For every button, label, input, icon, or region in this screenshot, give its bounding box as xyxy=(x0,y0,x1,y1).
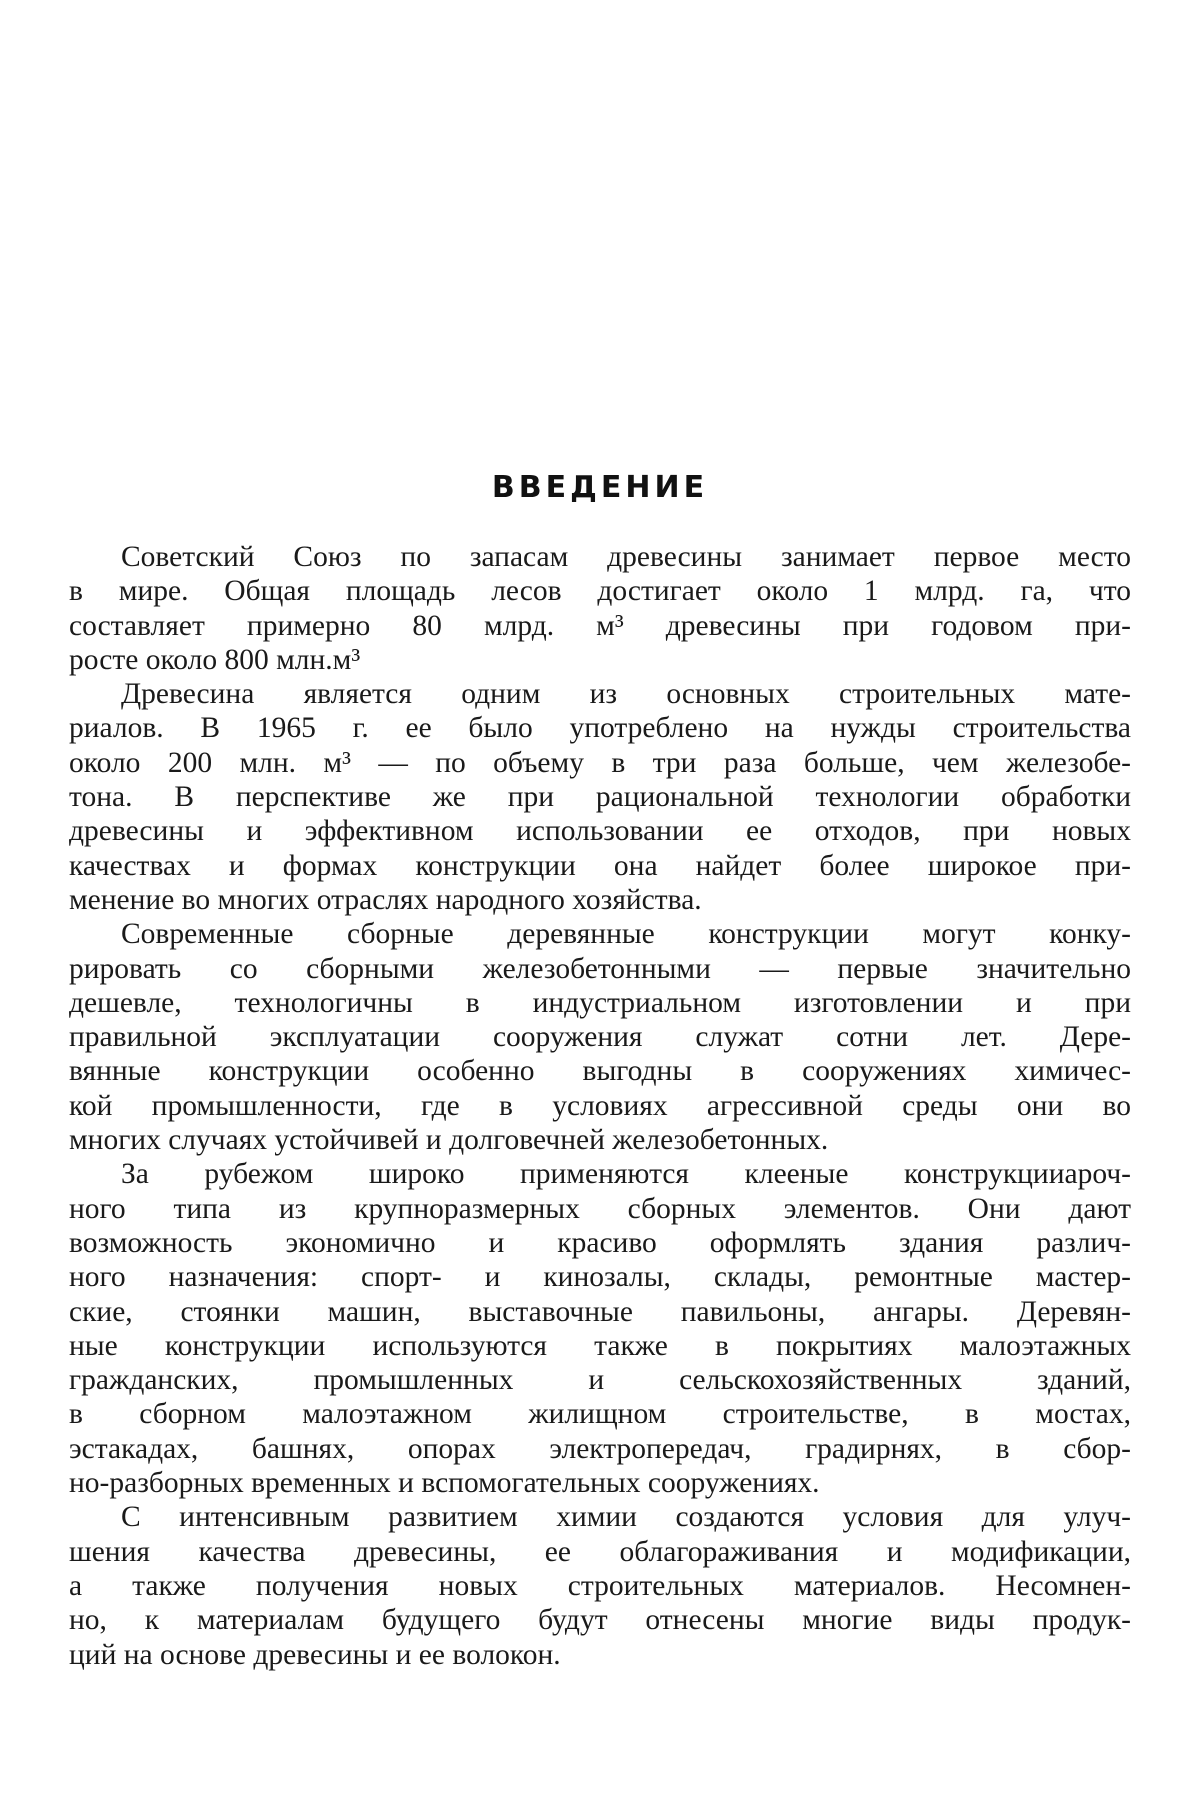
text-line: качествах и формах конструкции она найдет более широкое при- xyxy=(69,849,1131,882)
chapter-heading: ВВЕДЕНИЕ xyxy=(491,470,709,505)
text-line: За рубежом широко применяются клееные конструкцииароч- xyxy=(121,1158,1131,1191)
text-line: ные конструкции используются также в покрытиях малоэтажных xyxy=(69,1329,1131,1362)
text-line: в сборном малоэтажном жилищном строительстве, в мостах, xyxy=(69,1398,1131,1431)
paragraph-1 xyxy=(69,540,1131,677)
text-line: эстакадах, башнях, опорах электропередач, градирнях, в сбор- xyxy=(69,1432,1131,1465)
text-line: тона. В перспективе же при рациональной технологии обработки xyxy=(69,781,1131,814)
text-line: Советский Союз по запасам древесины занимает первое место xyxy=(121,541,1131,573)
paragraph-2 xyxy=(69,677,1131,917)
text-line: шения качества древесины, ее облагораживания и модификации, xyxy=(69,1535,1131,1568)
paragraph-5 xyxy=(69,1500,1131,1671)
paragraph-3 xyxy=(69,917,1131,1157)
text-line: менение во многих отраслях народного хозяйства. xyxy=(69,883,702,916)
text-line: дешевле, технологичны в индустриальном изготовлении и при xyxy=(69,986,1131,1019)
text-line: Древесина является одним из основных строительных мате- xyxy=(121,678,1131,711)
text-line: в мире. Общая площадь лесов достигает около 1 млрд. га, что xyxy=(69,575,1131,608)
text-line: риалов. В 1965 г. ее было употреблено на нужды строительства xyxy=(69,712,1131,745)
text-line: Современные сборные деревянные конструкции могут конку- xyxy=(121,918,1131,951)
text-line: правильной эксплуатации сооружения служат сотни лет. Дере- xyxy=(69,1021,1131,1054)
text-line: около 200 млн. м³ — по объему в три раза больше, чем железобе- xyxy=(69,746,1131,779)
text-line: а также получения новых строительных материалов. Несомнен- xyxy=(69,1569,1131,1602)
text-line: многих случаях устойчивей и долговечней железобетонных. xyxy=(69,1124,829,1157)
text-line: ские, стоянки машин, выставочные павильоны, ангары. Деревян- xyxy=(69,1295,1131,1328)
paragraph-4 xyxy=(69,1157,1131,1500)
text-line: ного типа из крупноразмерных сборных элементов. Они дают xyxy=(69,1192,1131,1225)
text-line: кой промышленности, где в условиях агрессивной среды они во xyxy=(69,1089,1131,1122)
text-line: составляет примерно 80 млрд. м³ древесины при годовом при- xyxy=(69,609,1131,642)
text-line: С интенсивным развитием химии создаются условия для улуч- xyxy=(121,1501,1131,1534)
text-line: вянные конструкции особенно выгодны в сооружениях химичес- xyxy=(69,1055,1131,1088)
text-line: росте около 800 млн.м³ xyxy=(69,643,361,676)
text-line: древесины и эффективном использовании ее отходов, при новых xyxy=(69,815,1131,848)
text-line: гражданских, промышленных и сельскохозяйственных зданий, xyxy=(69,1364,1131,1397)
text-line: но-разборных временных и вспомогательных сооружениях. xyxy=(69,1467,820,1500)
body-text xyxy=(69,540,1131,1672)
text-line: но, к материалам будущего будут отнесены многие виды продук- xyxy=(69,1604,1131,1637)
text-line: ций на основе древесины и ее волокон. xyxy=(69,1638,561,1671)
text-line: рировать со сборными железобетонными — первые значительно xyxy=(69,952,1131,985)
text-line: возможность экономично и красиво оформлять здания различ- xyxy=(69,1226,1131,1259)
text-line: ного назначения: спорт- и кинозалы, склады, ремонтные мастер- xyxy=(69,1261,1131,1294)
